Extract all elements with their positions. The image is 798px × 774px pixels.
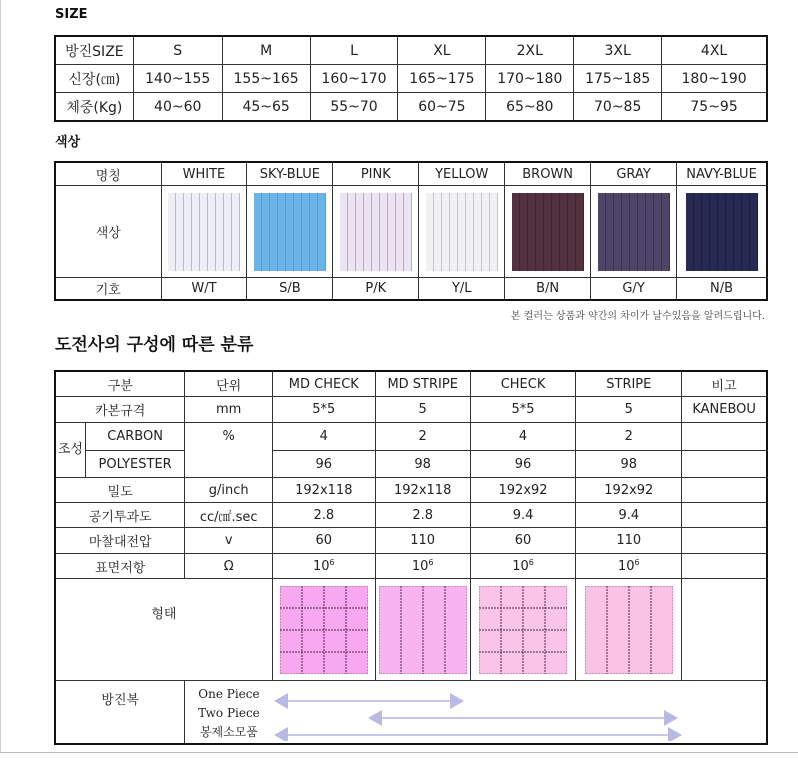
- density-value: 192x92: [576, 478, 682, 503]
- size-table: [55, 36, 767, 121]
- voltage-value: 110: [576, 528, 682, 554]
- resistance-value: $10^6$: [470, 554, 576, 579]
- air-permeability-row: [56, 503, 767, 528]
- suit-item-one-piece: One Piece: [198, 686, 260, 701]
- composition-carbon-label: CARBON: [85, 423, 185, 451]
- md-stripe-pattern: [379, 586, 467, 674]
- sky-blue-swatch: [254, 193, 326, 271]
- resistance-value: $10^6$: [375, 554, 470, 579]
- resistance-label: 표면저항: [56, 554, 185, 579]
- white-swatch: [168, 193, 240, 271]
- size-header-cell: M: [222, 37, 310, 65]
- composition-carbon-value: 4: [272, 423, 375, 451]
- carbon-spec-remark: KANEBOU: [682, 397, 767, 423]
- suit-label: 방진복: [56, 681, 185, 744]
- density-value: 192x92: [470, 478, 576, 503]
- composition-carbon-value: 4: [470, 423, 576, 451]
- size-header-cell: 3XL: [574, 37, 662, 65]
- fabric-header-unit: 단위: [185, 372, 272, 397]
- size-cell: 140~155: [133, 65, 222, 93]
- brown-swatch: [512, 193, 584, 271]
- fabric-header-type: MD STRIPE: [375, 372, 470, 397]
- color-section-title: 색상: [55, 135, 81, 150]
- composition-polyester-row: [56, 451, 767, 478]
- air-perm-value: 2.8: [272, 503, 375, 528]
- stripe-pattern: [585, 586, 673, 674]
- color-code: P/K: [333, 278, 419, 300]
- resistance-value: $10^6$: [272, 554, 375, 579]
- voltage-value: 110: [375, 528, 470, 554]
- color-name: WHITE: [161, 163, 247, 186]
- size-cell: 165~175: [398, 65, 486, 93]
- size-header-cell: S: [133, 37, 222, 65]
- voltage-value: 60: [272, 528, 375, 554]
- voltage-row: [56, 528, 767, 554]
- size-cell: 170~180: [486, 65, 574, 93]
- composition-polyester-label: POLYESTER: [85, 451, 185, 478]
- size-section-title: SIZE: [55, 7, 88, 22]
- color-name: BROWN: [505, 163, 591, 186]
- color-code-row: [56, 278, 767, 300]
- size-cell: 75~95: [662, 93, 767, 121]
- carbon-spec-value: 5*5: [272, 397, 375, 423]
- fabric-table: [55, 371, 767, 744]
- air-perm-value: 9.4: [470, 503, 576, 528]
- size-cell: 45~65: [222, 93, 310, 121]
- shape-row: [56, 579, 767, 681]
- air-perm-label: 공기투과도: [56, 503, 185, 528]
- carbon-spec-value: 5: [375, 397, 470, 423]
- size-header-cell: XL: [398, 37, 486, 65]
- color-name: NAVY-BLUE: [677, 163, 767, 186]
- bottom-page-rule: [0, 752, 798, 753]
- carbon-spec-value: 5*5: [470, 397, 576, 423]
- fabric-header-category: 구분: [56, 372, 185, 397]
- size-cell: 175~185: [574, 65, 662, 93]
- carbon-spec-row: [56, 397, 767, 423]
- size-row-label: 체중(Kg): [56, 93, 134, 121]
- color-swatch-row: [56, 186, 767, 278]
- size-header-row: [56, 37, 767, 65]
- size-cell: 55~70: [310, 93, 398, 121]
- size-header-cell: L: [310, 37, 398, 65]
- carbon-spec-value: 5: [576, 397, 682, 423]
- navy-blue-swatch: [686, 193, 758, 271]
- suit-arrows-cell: [272, 681, 766, 744]
- color-name-row: [56, 163, 767, 186]
- color-code: B/N: [505, 278, 591, 300]
- composition-polyester-value: 98: [576, 451, 682, 478]
- color-code: W/T: [161, 278, 247, 300]
- size-cell: 180~190: [662, 65, 767, 93]
- density-unit: g/inch: [185, 478, 272, 503]
- size-cell: 40~60: [133, 93, 222, 121]
- pink-swatch: [340, 193, 412, 271]
- voltage-label: 마찰대전압: [56, 528, 185, 554]
- resistance-value: $10^6$: [576, 554, 682, 579]
- voltage-unit: v: [185, 528, 272, 554]
- size-cell: 160~170: [310, 65, 398, 93]
- gray-swatch: [598, 193, 670, 271]
- fabric-header-remark: 비고: [682, 372, 767, 397]
- composition-carbon-row: [56, 423, 767, 451]
- composition-polyester-value: 98: [375, 451, 470, 478]
- size-cell: 155~165: [222, 65, 310, 93]
- size-header-cell: 4XL: [662, 37, 767, 65]
- color-disclaimer: 본 컬러는 상품과 약간의 차이가 날수있음을 알려드립니다.: [510, 311, 765, 322]
- composition-label: 조성: [56, 423, 86, 478]
- resistance-row: [56, 554, 767, 579]
- suit-items: [185, 681, 272, 744]
- composition-polyester-value: 96: [272, 451, 375, 478]
- color-code: S/B: [247, 278, 333, 300]
- fabric-header-type: STRIPE: [576, 372, 682, 397]
- size-header-cell: 방진SIZE: [56, 37, 134, 65]
- size-cell: 65~80: [486, 93, 574, 121]
- color-code-label: 기호: [56, 278, 162, 300]
- check-pattern: [479, 586, 567, 674]
- fabric-header-type: CHECK: [470, 372, 576, 397]
- shape-label: 형태: [56, 579, 273, 681]
- color-name: PINK: [333, 163, 419, 186]
- color-table: [55, 162, 767, 300]
- fabric-section-title: 도전사의 구성에 따른 분류: [55, 335, 254, 355]
- density-row: [56, 478, 767, 503]
- voltage-value: 60: [470, 528, 576, 554]
- density-value: 192x118: [375, 478, 470, 503]
- size-height-row: [56, 65, 767, 93]
- color-name: SKY-BLUE: [247, 163, 333, 186]
- air-perm-value: 9.4: [576, 503, 682, 528]
- color-swatch-label: 색상: [56, 186, 162, 278]
- size-row-label: 신장(㎝): [56, 65, 134, 93]
- composition-polyester-value: 96: [470, 451, 576, 478]
- color-code: G/Y: [591, 278, 677, 300]
- fabric-header-row: [56, 372, 767, 397]
- size-weight-row: [56, 93, 767, 121]
- suit-arrows: [272, 681, 764, 741]
- composition-carbon-value: 2: [375, 423, 470, 451]
- suit-item-two-piece: Two Piece: [198, 705, 260, 720]
- yellow-swatch: [426, 193, 498, 271]
- size-cell: 60~75: [398, 93, 486, 121]
- resistance-unit: Ω: [185, 554, 272, 579]
- color-name: GRAY: [591, 163, 677, 186]
- composition-carbon-value: 2: [576, 423, 682, 451]
- color-code: N/B: [677, 278, 767, 300]
- suit-item-consumables: 봉제소모품: [199, 724, 258, 739]
- carbon-spec-unit: mm: [185, 397, 272, 423]
- size-header-cell: 2XL: [486, 37, 574, 65]
- air-perm-value: 2.8: [375, 503, 470, 528]
- air-perm-unit: cc/㎠.sec: [185, 503, 272, 528]
- carbon-spec-label: 카본규격: [56, 397, 185, 423]
- color-name-label: 명칭: [56, 163, 162, 186]
- density-label: 밀도: [56, 478, 185, 503]
- suit-row: [56, 681, 767, 744]
- color-name: YELLOW: [419, 163, 505, 186]
- md-check-pattern: [280, 586, 368, 674]
- size-cell: 70~85: [574, 93, 662, 121]
- fabric-header-type: MD CHECK: [272, 372, 375, 397]
- composition-unit: %: [185, 423, 272, 478]
- left-page-rule: [0, 0, 1, 752]
- density-value: 192x118: [272, 478, 375, 503]
- color-code: Y/L: [419, 278, 505, 300]
